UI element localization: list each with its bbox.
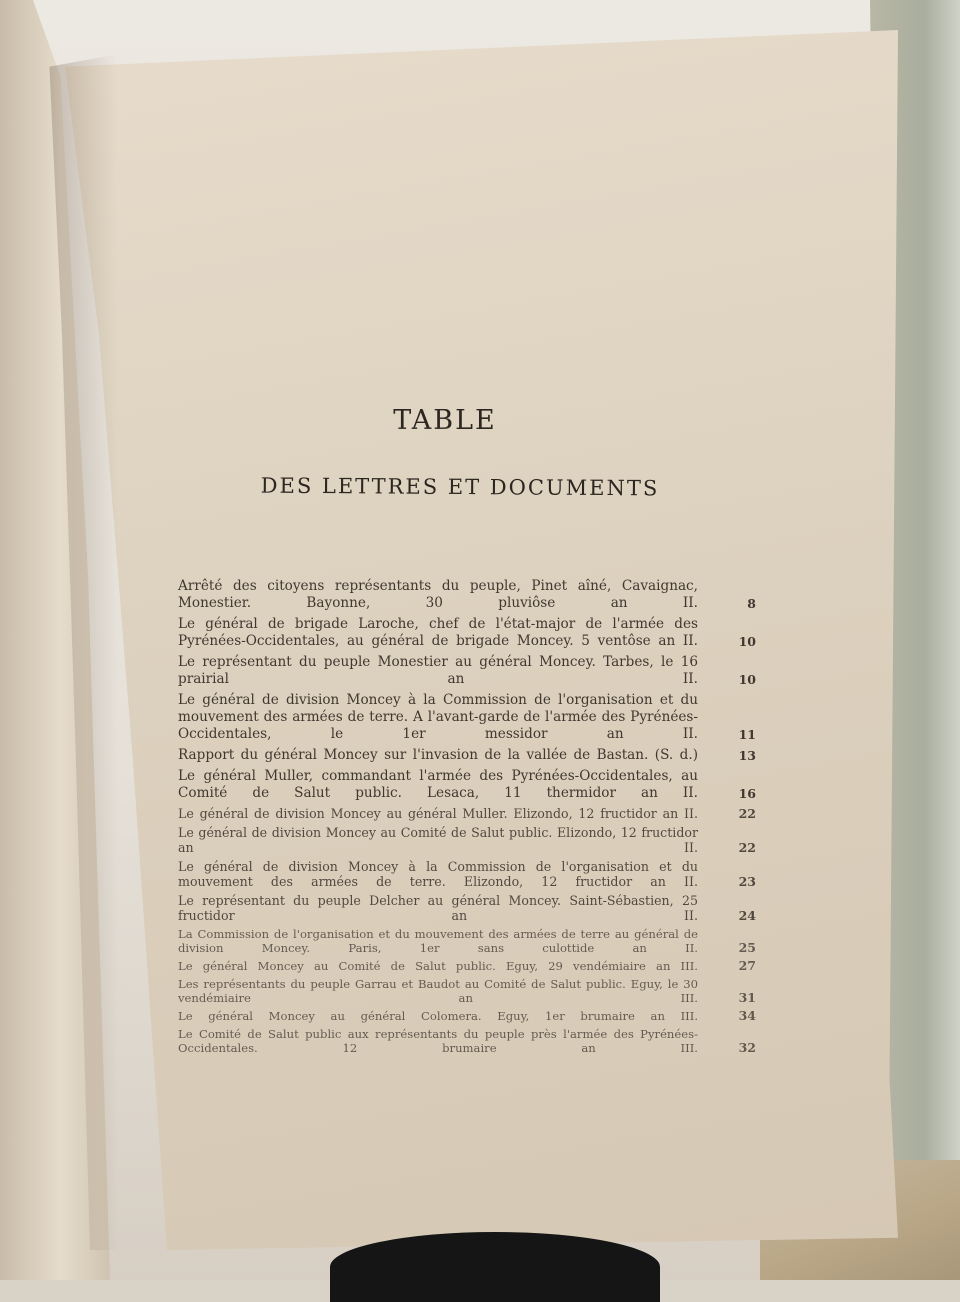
toc-entry-page: 22 xyxy=(738,806,756,821)
toc-entry-page: 31 xyxy=(738,990,756,1005)
toc-entry-text: Le général Moncey au Comité de Salut public. Eguy, 29 vendémiaire an III. xyxy=(178,959,698,973)
toc-entry-page: 10 xyxy=(738,672,756,687)
toc-entry-page: 23 xyxy=(738,874,756,889)
toc-entry-text: La Commission de l'organisation et du mouvement des armées de terre au général de division Moncey. Paris, 1er sans culottide an II. xyxy=(178,927,698,955)
toc-entry xyxy=(178,578,758,612)
toc-entry xyxy=(178,692,758,743)
toc-entry xyxy=(178,768,758,802)
toc-entry xyxy=(178,1027,758,1055)
toc-entry-text: Le général Moncey au général Colomera. Eguy, 1er brumaire an III. xyxy=(178,1009,698,1023)
toc-entry xyxy=(178,1009,758,1023)
toc-entry-page: 27 xyxy=(738,958,756,973)
toc-entry-page: 22 xyxy=(738,840,756,855)
toc-entry-page: 8 xyxy=(747,596,756,611)
toc-entry-page: 10 xyxy=(738,634,756,649)
toc-entry-page: 32 xyxy=(738,1040,756,1055)
toc-entry-text: Le Comité de Salut public aux représentants du peuple près l'armée des Pyrénées-Occidentales. 12 brumaire an III. xyxy=(178,1027,698,1055)
toc-entry xyxy=(178,859,758,889)
toc-entry-text: Le général de division Moncey à la Commission de l'organisation et du mouvement des armées de terre. Elizondo, 12 fructidor an II. xyxy=(178,859,698,889)
toc-entry-text: Les représentants du peuple Garrau et Baudot au Comité de Salut public. Eguy, le 30 vendémiaire an III. xyxy=(178,977,698,1005)
page-title: TABLE xyxy=(393,405,497,436)
toc-entry xyxy=(178,806,758,821)
page-subtitle: DES LETTRES ET DOCUMENTS xyxy=(260,473,660,501)
toc-entry xyxy=(178,893,758,923)
toc-entry-text: Le général de division Moncey au général Muller. Elizondo, 12 fructidor an II. xyxy=(178,806,698,821)
toc-entry-text: Le général de division Moncey à la Commission de l'organisation et du mouvement des armées de terre. A l'avant-garde de l'armée des Pyrénées-Occidentales, le 1er messidor an II. xyxy=(178,692,698,742)
toc-entry-text: Arrêté des citoyens représentants du peuple, Pinet aîné, Cavaignac, Monestier. Bayonne, 30 pluviôse an II. xyxy=(178,578,698,611)
toc-entry xyxy=(178,977,758,1005)
toc-entry-text: Le représentant du peuple Monestier au général Moncey. Tarbes, le 16 prairial an II. xyxy=(178,654,698,687)
table-of-contents xyxy=(178,578,758,1059)
dark-fabric xyxy=(330,1232,660,1302)
toc-entry-text: Le représentant du peuple Delcher au général Moncey. Saint-Sébastien, 25 fructidor an II. xyxy=(178,893,698,923)
toc-entry-page: 16 xyxy=(738,786,756,801)
toc-entry xyxy=(178,616,758,650)
toc-entry-page: 11 xyxy=(738,727,756,742)
toc-entry-text: Le général Muller, commandant l'armée des Pyrénées-Occidentales, au Comité de Salut public. Lesaca, 11 thermidor an II. xyxy=(178,768,698,801)
toc-entry-page: 34 xyxy=(738,1008,756,1023)
toc-entry xyxy=(178,825,758,855)
toc-entry xyxy=(178,927,758,955)
toc-entry xyxy=(178,747,758,764)
toc-entry-text: Le général de brigade Laroche, chef de l'état-major de l'armée des Pyrénées-Occidentales, au général de brigade Moncey. 5 ventôse an II. xyxy=(178,616,698,649)
toc-entry-page: 24 xyxy=(738,908,756,923)
toc-entry-text: Rapport du général Moncey sur l'invasion de la vallée de Bastan. (S. d.) xyxy=(178,747,698,763)
toc-entry-page: 13 xyxy=(738,748,756,763)
toc-entry xyxy=(178,654,758,688)
toc-entry-page: 25 xyxy=(738,940,756,955)
toc-entry-text: Le général de division Moncey au Comité de Salut public. Elizondo, 12 fructidor an II. xyxy=(178,825,698,855)
toc-entry xyxy=(178,959,758,973)
